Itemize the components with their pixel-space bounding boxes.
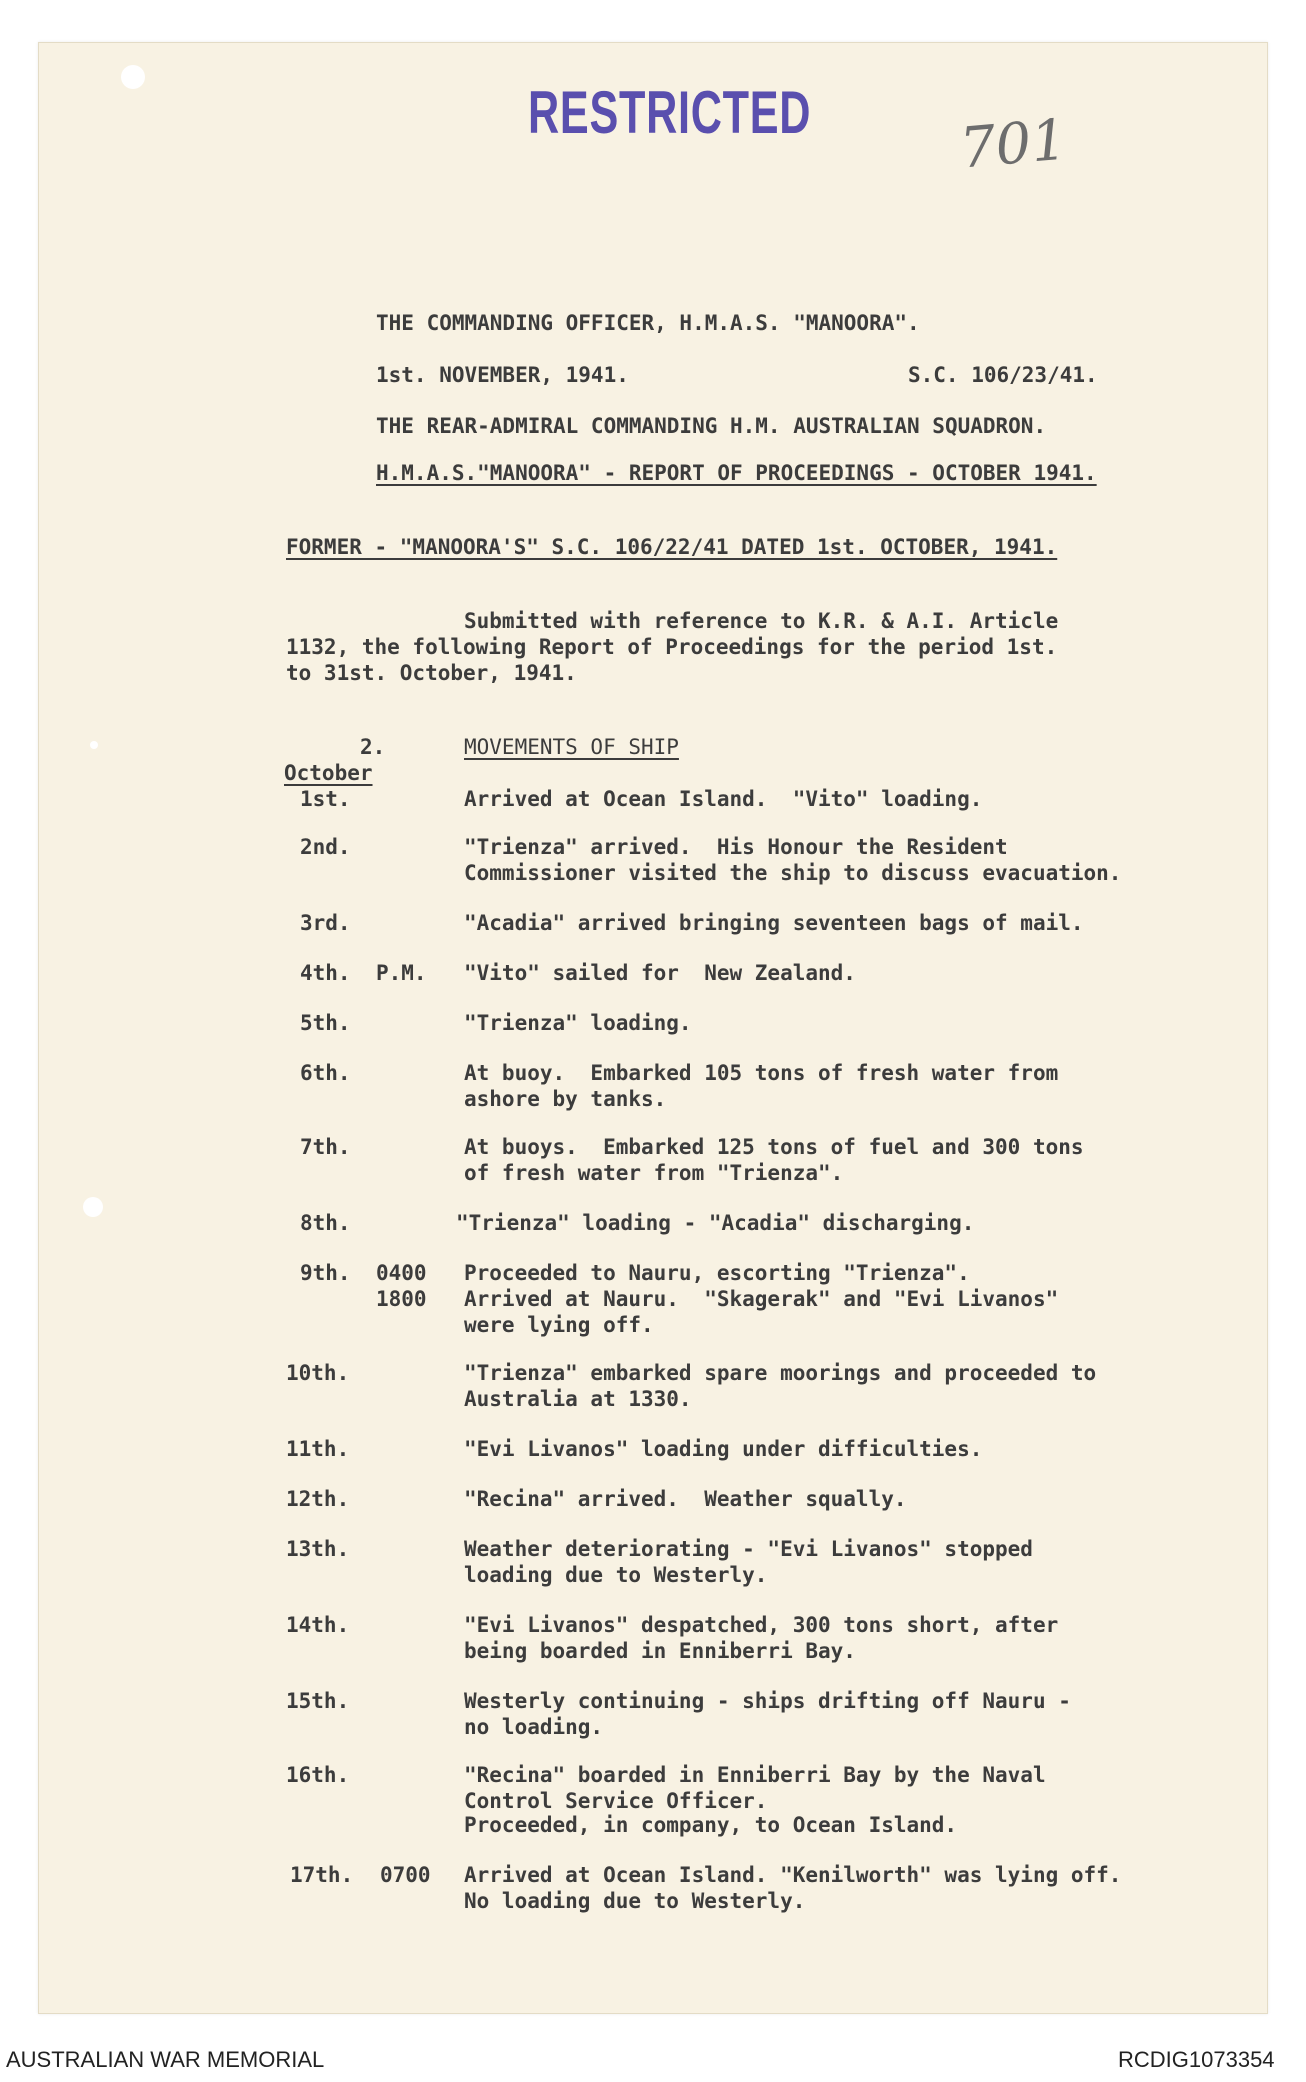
entry-text: "Recina" arrived. Weather squally. — [464, 1487, 907, 1511]
entry-day: 9th. — [300, 1261, 351, 1285]
entry-text: "Evi Livanos" despatched, 300 tons short, after — [464, 1613, 1059, 1637]
entry-text: Arrived at Ocean Island. "Kenilworth" was lying off. — [464, 1863, 1122, 1887]
entry-text: "Recina" boarded in Enniberri Bay by the Naval — [464, 1763, 1046, 1787]
former-reference-line: FORMER - "MANOORA'S" S.C. 106/22/41 DATED 1st. OCTOBER, 1941. — [286, 535, 1058, 559]
entry-time: 0700 — [380, 1863, 431, 1887]
entry-text: Arrived at Ocean Island. "Vito" loading. — [464, 787, 983, 811]
entry-text: "Acadia" arrived bringing seventeen bags of mail. — [464, 911, 1084, 935]
entry-text: "Evi Livanos" loading under difficulties. — [464, 1437, 983, 1461]
entry-text: of fresh water from "Trienza". — [464, 1161, 844, 1185]
reference-number: S.C. 106/23/41. — [908, 363, 1098, 387]
section-number: 2. — [360, 735, 386, 759]
entry-day: 3rd. — [300, 911, 351, 935]
entry-text: Weather deteriorating - "Evi Livanos" stopped — [464, 1537, 1033, 1561]
intro-line-1: Submitted with reference to K.R. & A.I. Article — [464, 609, 1059, 633]
entry-day: 7th. — [300, 1135, 351, 1159]
to-line: THE REAR-ADMIRAL COMMANDING H.M. AUSTRALIAN SQUADRON. — [376, 414, 1047, 438]
entry-text: were lying off. — [464, 1313, 654, 1337]
entry-text: Arrived at Nauru. "Skagerak" and "Evi Livanos" — [464, 1287, 1059, 1311]
handwritten-page-number: 701 — [957, 107, 1070, 182]
section-title: MOVEMENTS OF SHIP — [464, 735, 679, 759]
entry-text: Proceeded, in company, to Ocean Island. — [464, 1813, 958, 1837]
from-line: THE COMMANDING OFFICER, H.M.A.S. "MANOORA". — [376, 311, 920, 335]
entry-day: 14th. — [286, 1613, 350, 1637]
footer-item-id: RCDIG1073354 — [1118, 2047, 1275, 2072]
date-line: 1st. NOVEMBER, 1941. — [376, 363, 629, 387]
restricted-stamp: RESTRICTED — [528, 79, 812, 146]
entry-text: Proceeded to Nauru, escorting "Trienza". — [464, 1261, 970, 1285]
entry-day: 15th. — [286, 1689, 350, 1713]
punch-hole-top — [121, 65, 145, 89]
entry-text: Commissioner visited the ship to discuss evacuation. — [464, 861, 1122, 885]
punch-hole-middle — [90, 741, 98, 749]
entry-text: Australia at 1330. — [464, 1387, 692, 1411]
entry-text: At buoy. Embarked 105 tons of fresh water from — [464, 1061, 1059, 1085]
intro-line-3: to 31st. October, 1941. — [286, 661, 577, 685]
entry-text: "Trienza" loading. — [464, 1011, 692, 1035]
intro-line-2: 1132, the following Report of Proceedings for the period 1st. — [286, 635, 1058, 659]
punch-hole-lower — [83, 1197, 103, 1217]
entry-day: 10th. — [286, 1361, 350, 1385]
entry-text: Control Service Officer. — [464, 1789, 768, 1813]
entry-day: 17th. — [290, 1863, 354, 1887]
entry-day: 8th. — [300, 1211, 351, 1235]
entry-day: 1st. — [300, 787, 351, 811]
entry-text: "Trienza" embarked spare moorings and proceeded to — [464, 1361, 1097, 1385]
entry-day: 13th. — [286, 1537, 350, 1561]
entry-time: 0400 — [376, 1261, 427, 1285]
footer-archive-name: AUSTRALIAN WAR MEMORIAL — [6, 2047, 325, 2072]
entry-day: 5th. — [300, 1011, 351, 1035]
entry-day: 2nd. — [300, 835, 351, 859]
entry-text: "Vito" sailed for New Zealand. — [464, 961, 856, 985]
entry-text: loading due to Westerly. — [464, 1563, 768, 1587]
entry-day: 6th. — [300, 1061, 351, 1085]
entry-time: P.M. — [376, 961, 427, 985]
month-heading: October — [284, 761, 373, 785]
entry-day: 12th. — [286, 1487, 350, 1511]
entry-time: 1800 — [376, 1287, 427, 1311]
entry-text: being boarded in Enniberri Bay. — [464, 1639, 856, 1663]
entry-day: 4th. — [300, 961, 351, 985]
entry-day: 16th. — [286, 1763, 350, 1787]
entry-text: "Trienza" arrived. His Honour the Resident — [464, 835, 1008, 859]
subject-line: H.M.A.S."MANOORA" - REPORT OF PROCEEDINGS - OCTOBER 1941. — [376, 461, 1097, 485]
entry-text: At buoys. Embarked 125 tons of fuel and 300 tons — [464, 1135, 1084, 1159]
entry-text: ashore by tanks. — [464, 1087, 667, 1111]
entry-text: "Trienza" loading - "Acadia" discharging. — [456, 1211, 975, 1235]
entry-text: No loading due to Westerly. — [464, 1889, 806, 1913]
entry-day: 11th. — [286, 1437, 350, 1461]
entry-text: Westerly continuing - ships drifting off Nauru - — [464, 1689, 1071, 1713]
entry-text: no loading. — [464, 1715, 604, 1739]
